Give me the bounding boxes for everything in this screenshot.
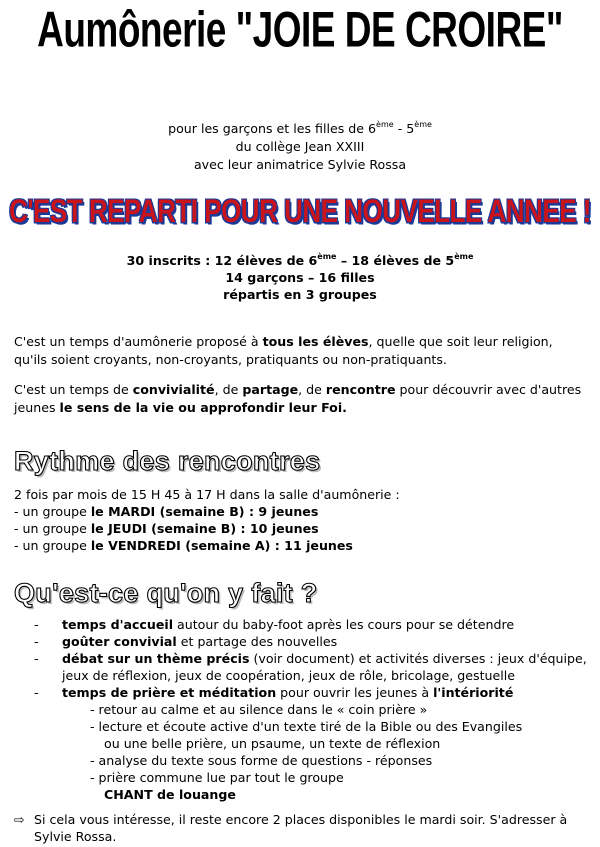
- activity-priere: - temps de prière et méditation pour ouvrir les jeunes à l'intériorité - retour au calme et au silence dans le « coin prière » - lecture et écoute active d'un texte tiré de la Bible ou des Evangiles ou une belle prière, un psaume, un texte de réflexion - analyse du texte sous forme de questions - réponses - prière commune lue par tout le groupe CHANT de louange: [30, 684, 590, 803]
- prayer-step-5: CHANT de louange: [104, 787, 236, 802]
- stats-line-1: 30 inscrits : 12 élèves de 6ème – 18 élèves de 5ème: [126, 252, 474, 268]
- prayer-step-4: - prière commune lue par tout le groupe: [90, 770, 344, 785]
- section-title-rythme: Rythme des rencontres: [14, 446, 321, 476]
- paragraph-conviviality: C'est un temps de convivialité, de partage, de rencontre pour découvrir avec d'autres jeunes le sens de la vie ou approfondir leur Foi.: [14, 382, 582, 415]
- activity-gouter: - goûter convivial et partage des nouvelles: [34, 634, 338, 649]
- rythme-block: [14, 486, 589, 554]
- footer-note: [14, 811, 594, 845]
- activity-debat: - débat sur un thème précis (voir document) et activités diverses : jeux d'équipe, jeux de réflexion, jeux de coopération, jeux de rôle, bricolage, gestuelle: [34, 651, 587, 683]
- prayer-step-2: - lecture et écoute active d'un texte tiré de la Bible ou des Evangiles: [90, 719, 523, 734]
- prayer-step-2-cont: ou une belle prière, un psaume, un texte de réflexion: [104, 736, 441, 751]
- intro-block: [0, 120, 600, 174]
- activity-accueil: - temps d'accueil autour du baby-foot après les cours pour se détendre: [34, 617, 515, 632]
- prayer-step-1: - retour au calme et au silence dans le « coin prière »: [90, 702, 428, 717]
- announcement-banner: C'EST REPARTI POUR UNE NOUVELLE ANNEE !: [9, 192, 591, 230]
- stats-line-2: 14 garçons – 16 filles: [225, 270, 375, 285]
- arrow-icon: ⇨: [14, 812, 25, 827]
- intro-line-1: pour les garçons et les filles de 6ème - 5ème: [168, 120, 432, 136]
- group-mardi: - un groupe le MARDI (semaine B) : 9 jeunes: [14, 504, 319, 519]
- group-jeudi: - un groupe le JEUDI (semaine B) : 10 jeunes: [14, 521, 319, 536]
- activities-list: [30, 616, 590, 803]
- intro-line-2: du collège Jean XXIII: [235, 139, 365, 154]
- rythme-intro: 2 fois par mois de 15 H 45 à 17 H dans la salle d'aumônerie :: [14, 487, 400, 502]
- intro-line-3: avec leur animatrice Sylvie Rossa: [193, 157, 407, 172]
- section-title-activities: Qu'est-ce qu'on y fait ?: [14, 578, 318, 608]
- stats-line-3: répartis en 3 groupes: [223, 287, 377, 302]
- prayer-step-3: - analyse du texte sous forme de questions - réponses: [90, 753, 433, 768]
- footer-text: Si cela vous intéresse, il reste encore 2 places disponibles le mardi soir. S'adresser à Sylvie Rossa.: [34, 812, 568, 844]
- page-title: Aumônerie "JOIE DE CROIRE": [37, 2, 563, 58]
- paragraph-students: C'est un temps d'aumônerie proposé à tous les élèves, quelle que soit leur religion, qu'ils soient croyants, non-croyants, pratiquants ou non-pratiquants.: [14, 334, 553, 367]
- stats-block: [0, 252, 600, 303]
- group-vendredi: - un groupe le VENDREDI (semaine A) : 11 jeunes: [14, 538, 353, 553]
